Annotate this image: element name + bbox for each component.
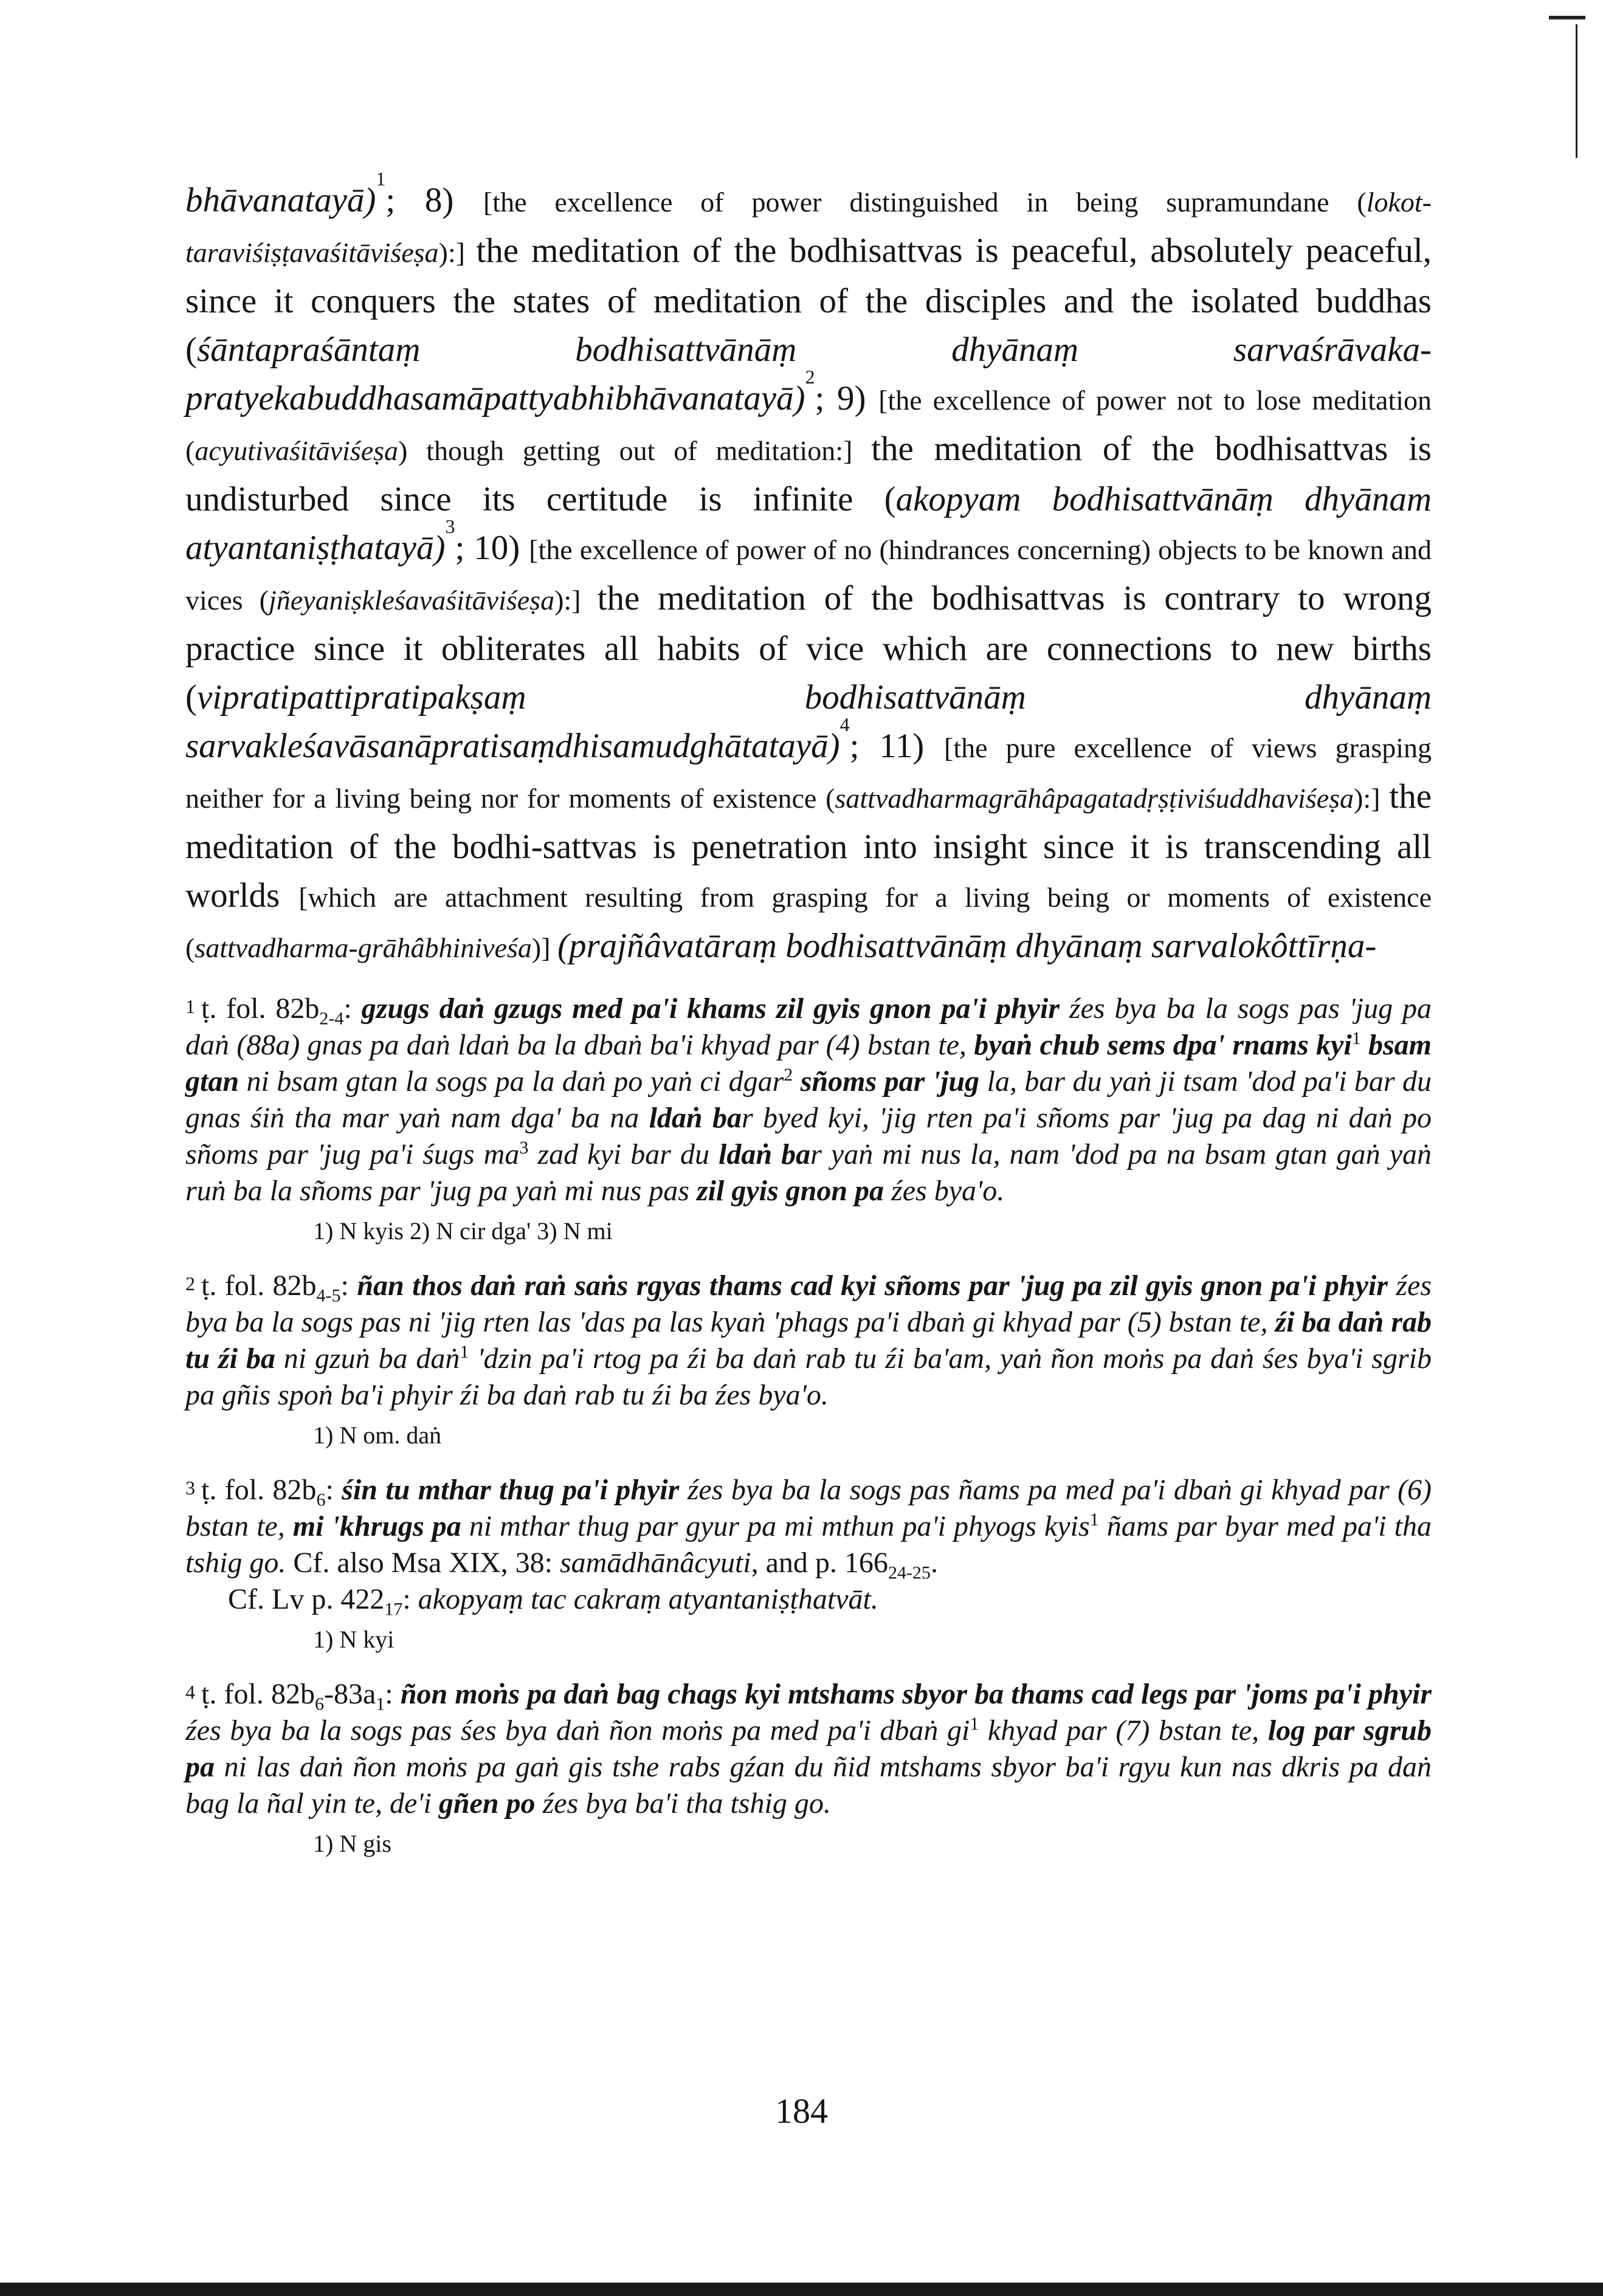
text-span: the meditation of the bodhi-sattvas is penetration into insight since it is transcending all worlds — [185, 777, 1432, 915]
text-span: [which are attachment resulting from grasping for a living being or moments of existence ( — [185, 882, 1432, 963]
text-span: ; 8) — [385, 181, 483, 219]
text-span: sattvadharma-grāhâbhiniveśa — [195, 932, 532, 963]
scan-edge-mark — [1549, 16, 1585, 19]
folio-sub: 1 — [376, 1694, 385, 1714]
main-paragraph — [185, 168, 1432, 972]
variant-readings: 1) N gis — [313, 1830, 391, 1857]
variant-ref: 2 — [784, 1065, 793, 1085]
text-span: log par sgrub pa — [185, 1714, 1432, 1783]
text-span: vipratipattipratipakṣaṃ bodhisattvānāṃ dhyānaṃ sarvakleśavāsanāpratisaṃdhisamudghātatayā — [185, 678, 1432, 765]
footnote-number: 3 — [185, 1477, 195, 1499]
text-span: la, bar du yaṅ ji tsam 'dod pa'i bar du gnas śiṅ tha mar yaṅ nam dga' ba na — [185, 1065, 1432, 1134]
text-span: : — [325, 1474, 342, 1506]
variant-ref: 1 — [460, 1342, 469, 1362]
folio-ref: ṭ. fol. 82b — [201, 1474, 317, 1506]
text-span: : — [340, 1270, 357, 1302]
text-span: Cf. also Msa XIX, 38: — [286, 1547, 560, 1579]
text-span: ni las daṅ ñon moṅs pa gaṅ gis tshe rabs gźan du ñid mtshams sbyor ba'i rgyu kun nas dkris pa daṅ bag la ñal yin te, de'i — [185, 1751, 1432, 1820]
folio-ref: ṭ. fol. 82b — [201, 1678, 315, 1710]
text-span: the meditation of the bodhisattvas is peaceful, absolutely peaceful, since it conquers the states of meditation of the disciples and the isolated buddhas ( — [185, 232, 1432, 369]
variant-ref: 1 — [1089, 1510, 1099, 1530]
text-span: zad kyi bar du — [528, 1138, 719, 1170]
text-span: bsam gtan — [185, 1029, 1432, 1098]
text-span: ñan thos daṅ raṅ saṅs rgyas thams cad kyi sñoms par 'jug pa zil gyis gnon pa'i phyir — [357, 1270, 1388, 1302]
text-span: gzugs daṅ gzugs med pa'i khams zil gyis gnon pa'i phyir — [361, 992, 1060, 1025]
text-span: źes bya ba'i tha tshig go. — [535, 1787, 831, 1820]
text-span: [the pure excellence of views grasping neither for a living being nor for moments of existence ( — [185, 732, 1432, 814]
text-span: . — [930, 1547, 938, 1579]
text-span: ) — [433, 529, 446, 567]
text-span: ldaṅ ba — [719, 1138, 811, 1170]
folio-sub: 4-5 — [316, 1285, 341, 1306]
variant-readings: 1) N kyis 2) N cir dga' 3) N mi — [313, 1217, 613, 1245]
text-span: 'dzin pa'i rtog pa źi ba daṅ rab tu źi ba'am, yaṅ ñon moṅs pa daṅ śes bya'i sgrib pa gñis spoṅ ba'i phyir źi ba daṅ rab tu źi ba źes bya'o. — [185, 1342, 1432, 1411]
text-span: ; 9) — [815, 379, 879, 418]
main-text — [185, 168, 1432, 972]
footnote-ref: 4 — [839, 713, 850, 735]
footnote-ref: 2 — [805, 366, 815, 388]
text-span: : — [385, 1678, 401, 1710]
text-span: źi ba daṅ rab tu źi ba — [185, 1306, 1432, 1375]
footnote-number: 1 — [185, 995, 195, 1017]
text-span: źes bya ba la sogs pas ni 'jig rten las 'das pa las kyaṅ 'phags pa'i dbaṅ gi khyad par (5) bstan te, — [185, 1270, 1432, 1338]
page-sub: 17 — [384, 1599, 403, 1620]
text-span: źes bya ba la sogs pas śes bya daṅ ñon moṅs pa med pa'i dbaṅ gi — [185, 1714, 970, 1747]
folio-ref: ṭ. fol. 82b — [201, 1270, 317, 1302]
text-span: : — [402, 1583, 418, 1615]
variant-readings: 1) N kyi — [313, 1626, 395, 1653]
variant-ref: 1 — [970, 1714, 979, 1734]
footnotes — [185, 991, 1432, 1880]
text-span: , and p. 166 — [751, 1547, 888, 1579]
text-span: [the excellence of power not to lose meditation ( — [185, 385, 1432, 466]
text-span: r yaṅ mi nus la, nam 'dod pa na bsam gtan gaṅ yaṅ ruṅ ba la sñoms par 'jug pa yaṅ mi nus pas — [185, 1138, 1432, 1207]
page-sub: 24-25 — [888, 1562, 931, 1583]
text-span: [the excellence of power distinguished in being supramundane ( — [483, 187, 1367, 218]
text-span: ):] — [438, 237, 477, 268]
text-span: akopyaṃ tac cakraṃ atyantaniṣṭhatvāt. — [418, 1583, 878, 1615]
text-span: lokot-taraviśiṣṭavaśitāviśeṣa — [185, 187, 1432, 268]
footnote-3 — [185, 1472, 1432, 1658]
text-span: ) though getting out of meditation:] — [398, 435, 872, 466]
text-span: akopyam bodhisattvānāṃ dhyānam atyantaniṣṭhatayā — [185, 480, 1432, 567]
variant-ref: 1 — [1351, 1028, 1361, 1048]
text-span: ) — [828, 727, 840, 765]
text-span: ldaṅ ba — [649, 1102, 742, 1134]
folio-sub: 6 — [316, 1490, 326, 1510]
text-span: źes bya'o. — [884, 1175, 1005, 1207]
text-span: ; 11) — [849, 727, 945, 765]
text-span: byaṅ chub sems dpa' rnams kyi — [974, 1029, 1352, 1061]
folio-sub: 6 — [315, 1694, 324, 1714]
text-span: mi 'khrugs pa — [292, 1510, 461, 1542]
footnote-number: 2 — [185, 1273, 195, 1294]
footnote-ref: 3 — [445, 515, 455, 537]
text-span: zil gyis gnon pa — [696, 1175, 884, 1207]
footnote-4 — [185, 1676, 1432, 1862]
scan-edge-line — [1576, 24, 1577, 158]
page-number: 184 — [775, 2091, 828, 2131]
text-span: źes bya ba la sogs pas 'jug pa daṅ (88a) gnas pa daṅ ldaṅ ba la dbaṅ ba'i khyad par (4) bstan te, — [185, 992, 1432, 1061]
variant-readings: 1) N om. daṅ — [313, 1421, 442, 1449]
text-span: ):] — [554, 585, 598, 616]
text-span: : — [343, 992, 362, 1025]
text-span: ; 10) — [455, 529, 529, 567]
text-span: śin tu mthar thug pa'i phyir — [342, 1474, 680, 1506]
text-span: khyad par (7) bstan te, — [979, 1714, 1268, 1747]
scan-bottom-edge — [0, 2283, 1603, 2296]
text-span: sattvadharmagrāhâpagatadṛṣṭiviśuddhaviśeṣa — [835, 783, 1354, 814]
text-span: acyutivaśitāviśeṣa — [195, 435, 399, 466]
text-span: ñon moṅs pa daṅ bag chags kyi mtshams sbyor ba thams cad legs par 'joms pa'i phyir — [400, 1678, 1432, 1710]
text-span: [the excellence of power of no (hindrances concerning) objects to be known and vices ( — [185, 534, 1432, 616]
footnote-1 — [185, 991, 1432, 1249]
text-span: samādhānâcyuti — [560, 1547, 751, 1579]
text-span: ni bsam gtan la sogs pa la daṅ po yaṅ ci dgar — [239, 1065, 784, 1098]
text-span: bhāvanatayā) — [185, 181, 376, 219]
variant-ref: 3 — [519, 1138, 529, 1158]
footnote-2 — [185, 1268, 1432, 1454]
text-span: ) — [793, 379, 805, 418]
footnote-ref: 1 — [376, 168, 386, 190]
text-span: ñams par byar med pa'i tha tshig go. — [185, 1510, 1432, 1579]
folio-ref: ṭ. fol. 82b — [201, 992, 320, 1025]
text-span: źes bya ba la sogs pas ñams pa med pa'i dbaṅ gi khyad par (6) bstan te, — [185, 1474, 1432, 1542]
text-span: )] — [531, 932, 557, 963]
text-span: ni gzuṅ ba daṅ — [275, 1342, 460, 1375]
text-span: the meditation of the bodhisattvas is contrary to wrong practice since it obliterates all habits of vice which are connections to new births ( — [185, 579, 1432, 717]
text-span: gñen po — [438, 1787, 536, 1820]
text-span: sñoms par 'jug — [793, 1065, 980, 1098]
text-span: jñeyaniṣkleśavaśitāviśeṣa — [268, 585, 555, 616]
text-span: (prajñâvatāraṃ bodhisattvānāṃ dhyānaṃ sarvalokôttīrṇa- — [557, 927, 1377, 965]
text-span: śāntapraśāntaṃ bodhisattvānāṃ dhyānaṃ sarvaśrāvaka-pratyekabuddhasamāpattyabhibhāvanatayā — [185, 331, 1432, 418]
text-span: Cf. Lv p. 422 — [228, 1583, 385, 1615]
text-span: ):] — [1354, 783, 1390, 814]
cf-line — [228, 1581, 1432, 1618]
folio-ref: -83a — [324, 1678, 376, 1710]
text-span: the meditation of the bodhisattvas is undisturbed since its certitude is infinite ( — [185, 430, 1432, 518]
text-span: r byed kyi, 'jig rten pa'i sñoms par 'jug pa dag ni daṅ po sñoms par 'jug pa'i śugs ma — [185, 1102, 1432, 1170]
footnote-number: 4 — [185, 1681, 195, 1703]
folio-sub: 2-4 — [319, 1008, 344, 1029]
text-span: ni mthar thug par gyur pa mi mthun pa'i phyogs kyis — [461, 1510, 1090, 1542]
